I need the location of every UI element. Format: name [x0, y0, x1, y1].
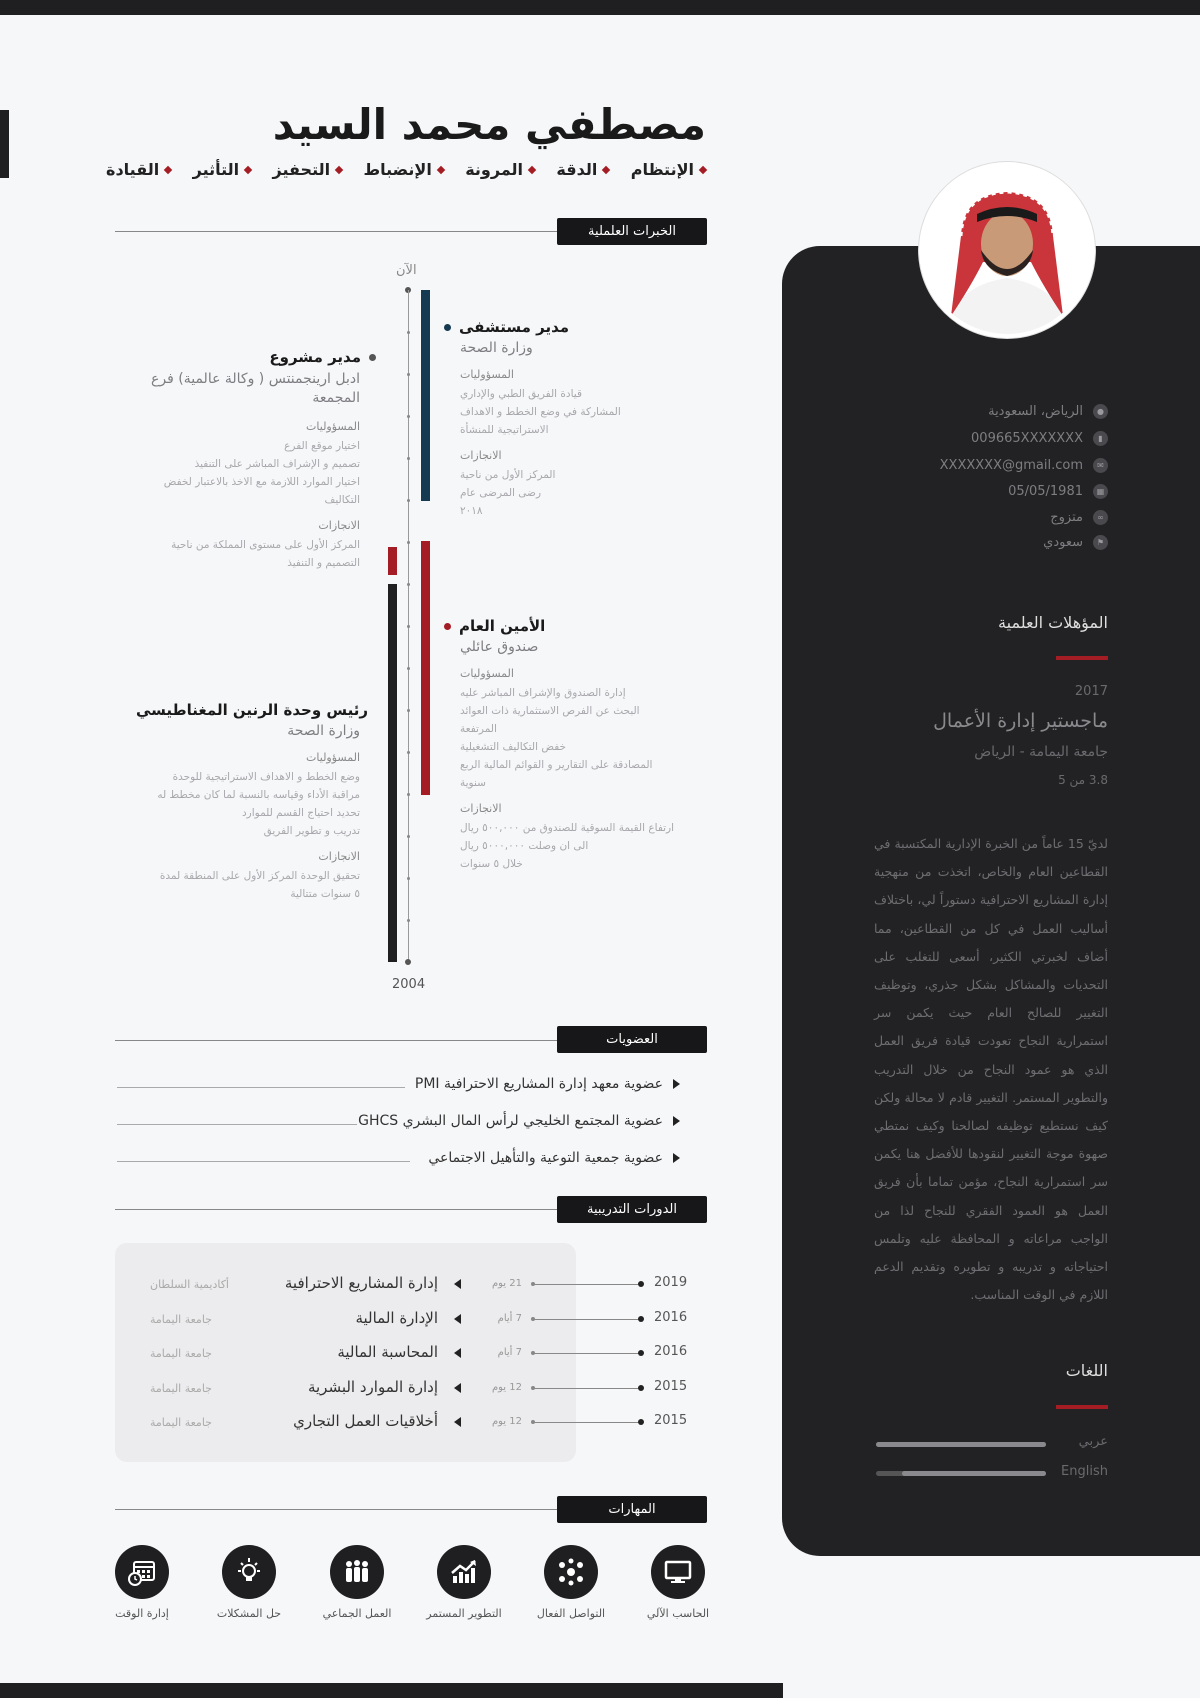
- job-resp-line: اختيار موقع الفرع: [284, 440, 360, 452]
- course-year: 2019: [654, 1275, 688, 1290]
- timeline-tick: [407, 625, 410, 628]
- timeline-now-label: الآن: [396, 263, 417, 278]
- skills-section-tag: المهارات: [557, 1496, 707, 1523]
- qualification-year: 2017: [1074, 684, 1108, 699]
- job-resp-label: المسؤوليات: [460, 667, 514, 680]
- timeline-tick: [407, 541, 410, 544]
- trait-item: الإنضباط: [363, 160, 443, 179]
- timeline-tick: [407, 793, 410, 796]
- course-name: المحاسبة المالية: [337, 1343, 438, 1361]
- languages-rule: [1056, 1405, 1108, 1409]
- membership-line: [117, 1124, 357, 1125]
- languages-heading: اللغات: [1065, 1361, 1108, 1380]
- calendar-clock-icon: [115, 1545, 169, 1599]
- flag-icon: ⚑: [1093, 535, 1108, 550]
- course-dot-small: [531, 1386, 535, 1390]
- job-resp-line: المرتفعة: [460, 723, 497, 735]
- qualification-grade: 3.8 من 5: [1058, 773, 1108, 787]
- course-duration: 7 أيام: [497, 1347, 522, 1358]
- job-ach-line: المركز الأول على مستوى المملكة من ناحية: [171, 539, 360, 551]
- job-resp-line: اختيار الموارد اللازمة مع الاخذ بالاعتبار لخفض التكاليف: [163, 476, 360, 506]
- contact-marital: ∞ متزوج: [1050, 510, 1108, 525]
- job-resp-line: البحث عن الفرص الاستثمارية ذات العوائد: [460, 705, 640, 717]
- job-bar-secretary: [421, 541, 430, 795]
- skill-label: حل المشكلات: [216, 1607, 282, 1620]
- triangle-icon: [454, 1348, 461, 1358]
- course-year: 2016: [654, 1310, 688, 1325]
- job-resp-line: إدارة الصندوق والإشراف المباشر عليه: [460, 687, 626, 699]
- course-name: إدارة المشاريع الاحترافية: [284, 1274, 438, 1292]
- membership-line: [117, 1087, 405, 1088]
- job-resp-line: تحديد احتياج القسم للموارد: [242, 807, 360, 819]
- course-name: أخلاقيات العمل التجاري: [293, 1412, 438, 1430]
- courses-section-line: [115, 1209, 557, 1210]
- triangle-icon: [673, 1116, 680, 1126]
- job-entry: [140, 348, 376, 572]
- job-ach-line: تحقيق الوحدة المركز الأول على المنطقة لمدة: [159, 870, 360, 882]
- diamond-icon: [602, 165, 610, 173]
- course-year: 2015: [654, 1379, 688, 1394]
- job-title: مدير مستشفى: [459, 318, 570, 336]
- experience-section-tag: الخبرات العلملية: [557, 218, 707, 245]
- course-connector: [533, 1284, 641, 1285]
- language-name: عربي: [1078, 1434, 1108, 1449]
- course-org: جامعة اليمامة: [150, 1416, 212, 1429]
- course-connector: [533, 1319, 641, 1320]
- trait-item: الدقة: [556, 160, 609, 179]
- triangle-icon: [454, 1314, 461, 1324]
- timeline-tick: [407, 667, 410, 670]
- monitor-icon: [651, 1545, 705, 1599]
- job-title: مدير مشروع: [269, 348, 361, 366]
- trait-item: الإنتظام: [631, 160, 706, 179]
- qualification-degree: ماجستير إدارة الأعمال: [933, 710, 1108, 732]
- skill-item: [222, 1545, 276, 1599]
- trait-item: التحفيز: [273, 160, 343, 179]
- job-entry: [444, 617, 684, 873]
- bottom-bar: [0, 1683, 783, 1698]
- job-ach-line: ارتفاع القيمة السوقية للصندوق من ٥٠٠,٠٠٠ ريال: [460, 822, 675, 834]
- course-dot: [638, 1419, 644, 1425]
- triangle-icon: [673, 1079, 680, 1089]
- language-bar-track: [876, 1471, 1046, 1476]
- job-bullet: [444, 324, 451, 331]
- membership-line: [117, 1161, 410, 1162]
- language-level-fill: [902, 1471, 1047, 1476]
- people-network-icon: [544, 1545, 598, 1599]
- course-org: جامعة اليمامة: [150, 1313, 212, 1326]
- skill-item: [437, 1545, 491, 1599]
- experience-section-line: [115, 231, 557, 232]
- timeline-tick: [407, 331, 410, 334]
- job-title: رئيس وحدة الرنين المغناطيسي: [135, 701, 368, 719]
- timeline-tick: [407, 877, 410, 880]
- course-connector: [533, 1422, 641, 1423]
- job-ach-line: ٢٠١٨: [460, 505, 483, 517]
- job-resp-line: سنوية: [460, 777, 486, 789]
- skills-section-line: [115, 1509, 557, 1510]
- timeline-tick: [407, 919, 410, 922]
- course-year: 2015: [654, 1413, 688, 1428]
- contact-birthdate: ▦ 05/05/1981: [1008, 484, 1108, 499]
- course-org: أكاديمية السلطان: [150, 1278, 229, 1291]
- email-icon: ✉: [1093, 458, 1108, 473]
- contact-phone: ▮ 009665XXXXXXX: [971, 431, 1108, 446]
- job-resp-line: مراقبة الأداء وقياسه بالنسبة لما كان مخطط له: [157, 789, 360, 801]
- job-ach-line: المركز الأول من ناحية: [460, 469, 556, 481]
- job-ach-label: الانجازات: [460, 449, 502, 462]
- skill-label: التطوير المستمر: [426, 1607, 502, 1620]
- trait-item: القيادة: [106, 160, 171, 179]
- left-marker: [0, 110, 9, 178]
- rings-icon: ∞: [1093, 510, 1108, 525]
- job-ach-label: الانجازات: [318, 519, 360, 532]
- job-org: وزارة الصحة: [287, 723, 360, 739]
- job-resp-line: الاستراتيجية للمنشأة: [460, 424, 549, 436]
- location-icon: ●: [1093, 404, 1108, 419]
- course-org: جامعة اليمامة: [150, 1382, 212, 1395]
- job-resp-line: خفض التكاليف التشغيلية: [460, 741, 567, 753]
- job-org: صندوق عائلي: [460, 639, 539, 655]
- job-ach-line: رضى المرضى عام: [460, 487, 542, 499]
- job-bar-project: [388, 547, 397, 575]
- job-resp-line: تدريب و تطوير الفريق: [263, 825, 360, 837]
- language-level-fill: [876, 1442, 1046, 1447]
- course-dot-small: [531, 1282, 535, 1286]
- job-resp-line: وضع الخطط و الاهداف الاستراتيجية للوحدة: [172, 771, 360, 783]
- course-dot-small: [531, 1351, 535, 1355]
- skill-label: التواصل الفعال: [536, 1607, 606, 1620]
- job-resp-line: المشاركة في وضع الخطط و الاهداف: [460, 406, 621, 418]
- job-ach-label: الانجازات: [318, 850, 360, 863]
- course-dot-small: [531, 1317, 535, 1321]
- language-name: English: [1061, 1464, 1108, 1479]
- timeline-tick: [407, 751, 410, 754]
- course-name: الإدارة المالية: [355, 1309, 438, 1327]
- growth-chart-icon: [437, 1545, 491, 1599]
- job-resp-line: المصادقة على التقارير و القوائم المالية الربع: [460, 759, 653, 771]
- course-dot: [638, 1385, 644, 1391]
- course-duration: 12 يوم: [491, 1416, 522, 1427]
- timeline-bottom-dot: [405, 959, 411, 965]
- triangle-icon: [454, 1417, 461, 1427]
- job-title: الأمين العام: [459, 617, 546, 635]
- job-resp-label: المسؤوليات: [306, 420, 360, 433]
- job-bullet: [369, 354, 376, 361]
- job-bullet: [444, 623, 451, 630]
- triangle-icon: [454, 1279, 461, 1289]
- job-bar-mri: [388, 584, 397, 962]
- triangle-icon: [673, 1153, 680, 1163]
- job-resp-line: قيادة الفريق الطبي والإداري: [460, 388, 582, 400]
- timeline-tick: [407, 499, 410, 502]
- course-duration: 12 يوم: [491, 1382, 522, 1393]
- course-org: جامعة اليمامة: [150, 1347, 212, 1360]
- timeline-tick: [407, 583, 410, 586]
- course-duration: 7 أيام: [497, 1313, 522, 1324]
- traits-list: [106, 160, 706, 179]
- skill-item: [115, 1545, 169, 1599]
- job-ach-line: ٥ سنوات متتالية: [290, 888, 360, 900]
- course-dot: [638, 1350, 644, 1356]
- skill-label: إدارة الوقت: [115, 1607, 169, 1620]
- contact-location: ● الرياض، السعودية: [988, 404, 1108, 419]
- job-entry: [135, 701, 376, 903]
- diamond-icon: [335, 165, 343, 173]
- course-year: 2016: [654, 1344, 688, 1359]
- qualification-school: جامعة اليمامة - الرياض: [974, 744, 1108, 760]
- qualifications-rule: [1056, 656, 1108, 660]
- course-name: إدارة الموارد البشرية: [307, 1378, 438, 1396]
- contact-email: ✉ XXXXXXX@gmail.com: [940, 458, 1108, 473]
- job-resp-label: المسؤوليات: [460, 368, 514, 381]
- contact-nationality: ⚑ سعودي: [1043, 535, 1108, 550]
- job-ach-line: الى ان وصلت ٥٠٠٠,٠٠٠ ريال: [460, 840, 589, 852]
- skill-label: الحاسب الآلي: [646, 1607, 710, 1620]
- memberships-section-line: [115, 1040, 557, 1041]
- timeline-tick: [407, 709, 410, 712]
- language-bar-track: [876, 1442, 1046, 1447]
- job-entry: [444, 318, 684, 520]
- courses-section-tag: الدورات التدريبية: [557, 1196, 707, 1223]
- skill-item: [651, 1545, 705, 1599]
- diamond-icon: [164, 165, 172, 173]
- course-duration: 21 يوم: [491, 1278, 522, 1289]
- profile-photo: [919, 162, 1095, 338]
- job-resp-label: المسؤوليات: [306, 751, 360, 764]
- diamond-icon: [528, 165, 536, 173]
- course-dot: [638, 1316, 644, 1322]
- timeline-tick: [407, 835, 410, 838]
- skill-item: [544, 1545, 598, 1599]
- memberships-section-tag: العضويات: [557, 1026, 707, 1053]
- course-connector: [533, 1388, 641, 1389]
- top-bar: [0, 0, 1200, 15]
- diamond-icon: [244, 165, 252, 173]
- diamond-icon: [699, 165, 707, 173]
- timeline-tick: [407, 415, 410, 418]
- lightbulb-icon: [222, 1545, 276, 1599]
- trait-item: المرونة: [465, 160, 535, 179]
- timeline-tick: [407, 457, 410, 460]
- team-icon: [330, 1545, 384, 1599]
- diamond-icon: [437, 165, 445, 173]
- triangle-icon: [454, 1383, 461, 1393]
- membership-item: عضوية معهد إدارة المشاريع الاحترافية PMI: [415, 1076, 680, 1092]
- person-name: مصطفي محمد السيد: [272, 100, 706, 149]
- job-org: وزارة الصحة: [460, 340, 533, 356]
- phone-icon: ▮: [1093, 431, 1108, 446]
- course-dot-small: [531, 1420, 535, 1424]
- job-ach-line: خلال ٥ سنوات: [460, 858, 523, 870]
- course-dot: [638, 1281, 644, 1287]
- timeline-start-label: 2004: [392, 977, 426, 992]
- course-connector: [533, 1353, 641, 1354]
- bio-text: لديّ 15 عاماً من الخبرة الإدارية المكتسبة في القطاعين العام والخاص، اتخذت من منهجية إدارة المشاريع الاحترافية دستوراً لي، باختلاف أساليب العمل في كل من القطاعين، مما أضاف لخبرتي الكثير، أسعى للتغلب على التحديات والمشاكل بشكل جذري، وتوظيف التغيير للصالح العام حيث يكمن سر استمرارية النجاح تعودت قيادة فريق العمل الذي هو عمود النجاح من خلال التدريب والتطوير المستمر. التغيير قادم لا محالة ولكن كيف نستطيع توظيفه لصالحنا وكيف نمتطي صهوة موجة التغيير لنقودها للأفضل هنا يكمن سر استمرارية النجاح، مؤمن تماما بأن فريق العمل هو العمود الفقري للنجاح لذا من الواجب مراعاته و المحافظة عليه وتلمس احتياجاته و تدريبه و تطويره وتقديم الدعم اللازم في الوقت المناسب.: [874, 836, 1108, 1303]
- membership-item: عضوية المجتمع الخليجي لرأس المال البشري GHCS: [358, 1113, 680, 1129]
- skill-item: [330, 1545, 384, 1599]
- job-org: ادبل ارينجمنتس ( وكالة عالمية) فرع المجمعة: [151, 371, 360, 406]
- job-ach-label: الانجازات: [460, 802, 502, 815]
- qualifications-heading: المؤهلات العلمية: [998, 613, 1108, 632]
- skill-label: العمل الجماعي: [322, 1607, 392, 1620]
- job-ach-line: التصميم و التنفيذ: [287, 557, 360, 569]
- membership-item: عضوية جمعية التوعية والتأهيل الاجتماعي: [428, 1150, 680, 1166]
- timeline-tick: [407, 373, 410, 376]
- job-bar-hospital: [421, 290, 430, 501]
- job-resp-line: تصميم و الإشراف المباشر على التنفيذ: [194, 458, 360, 470]
- calendar-icon: ▦: [1093, 484, 1108, 499]
- trait-item: التأثير: [193, 160, 252, 179]
